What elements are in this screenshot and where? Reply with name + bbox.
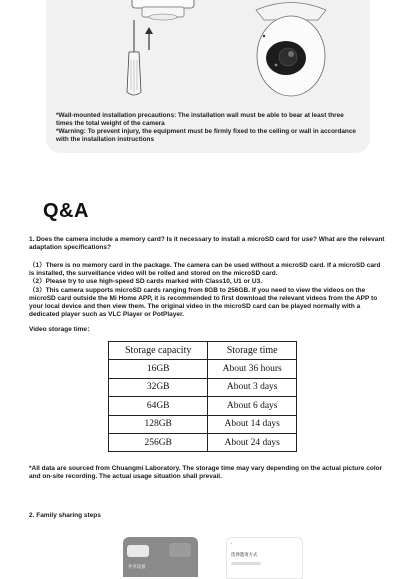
camera-icon (256, 3, 326, 97)
time-cell: About 24 days (208, 433, 297, 451)
capacity-cell: 256GB (109, 433, 208, 451)
table-header-row (109, 342, 297, 360)
data-source-footnote: *All data are sourced from Chuangmi Laboratory. The storage time may vary depending on the actual picture color and on-site recording. The actual usage situation shall prevail. (29, 465, 383, 481)
placeholder-line (231, 562, 261, 565)
table-row (109, 397, 297, 415)
storage-table (108, 341, 297, 452)
table-row (109, 378, 297, 396)
mount-bracket-icon (132, 0, 194, 20)
warning-note: *Warning: To prevent injury, the equipment must be firmly fixed to the ceiling or wall in accordance with the installation instructions (56, 128, 356, 144)
installation-notes (56, 112, 362, 144)
time-cell: About 36 hours (208, 360, 297, 378)
share-device-label: 共享设备 (128, 564, 146, 569)
capacity-cell: 64GB (109, 397, 208, 415)
screwdriver-icon (127, 20, 141, 95)
arrow-up-icon (145, 27, 153, 50)
answer-point-2: （2）Please try to use high-speed SD cards marked with Class10, U1 or U3. (29, 278, 263, 286)
time-cell: About 3 days (208, 378, 297, 396)
answer-memory-card (29, 262, 387, 319)
header-time: Storage time (208, 342, 297, 360)
app-tile (169, 543, 191, 557)
capacity-cell: 128GB (109, 415, 208, 433)
question-memory-card: 1. Does the camera include a memory card? Is it necessary to install a microSD card for use? What are the relevant adaptation specifications? (29, 236, 385, 252)
back-arrow-icon: ‹ (231, 541, 233, 546)
qa-heading: Q&A (43, 200, 89, 222)
time-cell: About 14 days (208, 415, 297, 433)
invite-method-title: 选择邀请方式 (231, 552, 258, 557)
answer-point-3: （3）This camera supports microSD cards ranging from 8GB to 256GB. If you need to view the videos on the microSD card outside the Mi Home APP, it is recommended to first download the relevant videos from the APP to your local device and then view them. The original video in the microSD card can be played normally with a dedicated player such as VLC Player or PotPlayer. (29, 286, 378, 319)
share-device-menu (127, 545, 149, 557)
capacity-cell: 16GB (109, 360, 208, 378)
wall-mount-note: *Wall-mounted installation precautions: The installation wall must be able to bear at least three times the total weight of the camera (56, 112, 344, 128)
storage-label: Video storage time： (29, 326, 94, 333)
table-row (109, 360, 297, 378)
time-cell: About 6 days (208, 397, 297, 415)
phone-screenshot-share (123, 537, 198, 577)
installation-card (46, 0, 370, 153)
question-family-sharing: 2. Family sharing steps (29, 512, 101, 519)
installation-illustration (46, 0, 370, 105)
answer-point-1: （1）There is no memory card in the package. The camera can be used without a microSD card. If a microSD card is installed, the surveillance video will be rolled and stored on the microSD card. (29, 262, 381, 278)
header-capacity: Storage capacity (109, 342, 208, 360)
phone-screenshot-invite (226, 537, 303, 579)
table-row (109, 433, 297, 451)
capacity-cell: 32GB (109, 378, 208, 396)
table-row (109, 415, 297, 433)
